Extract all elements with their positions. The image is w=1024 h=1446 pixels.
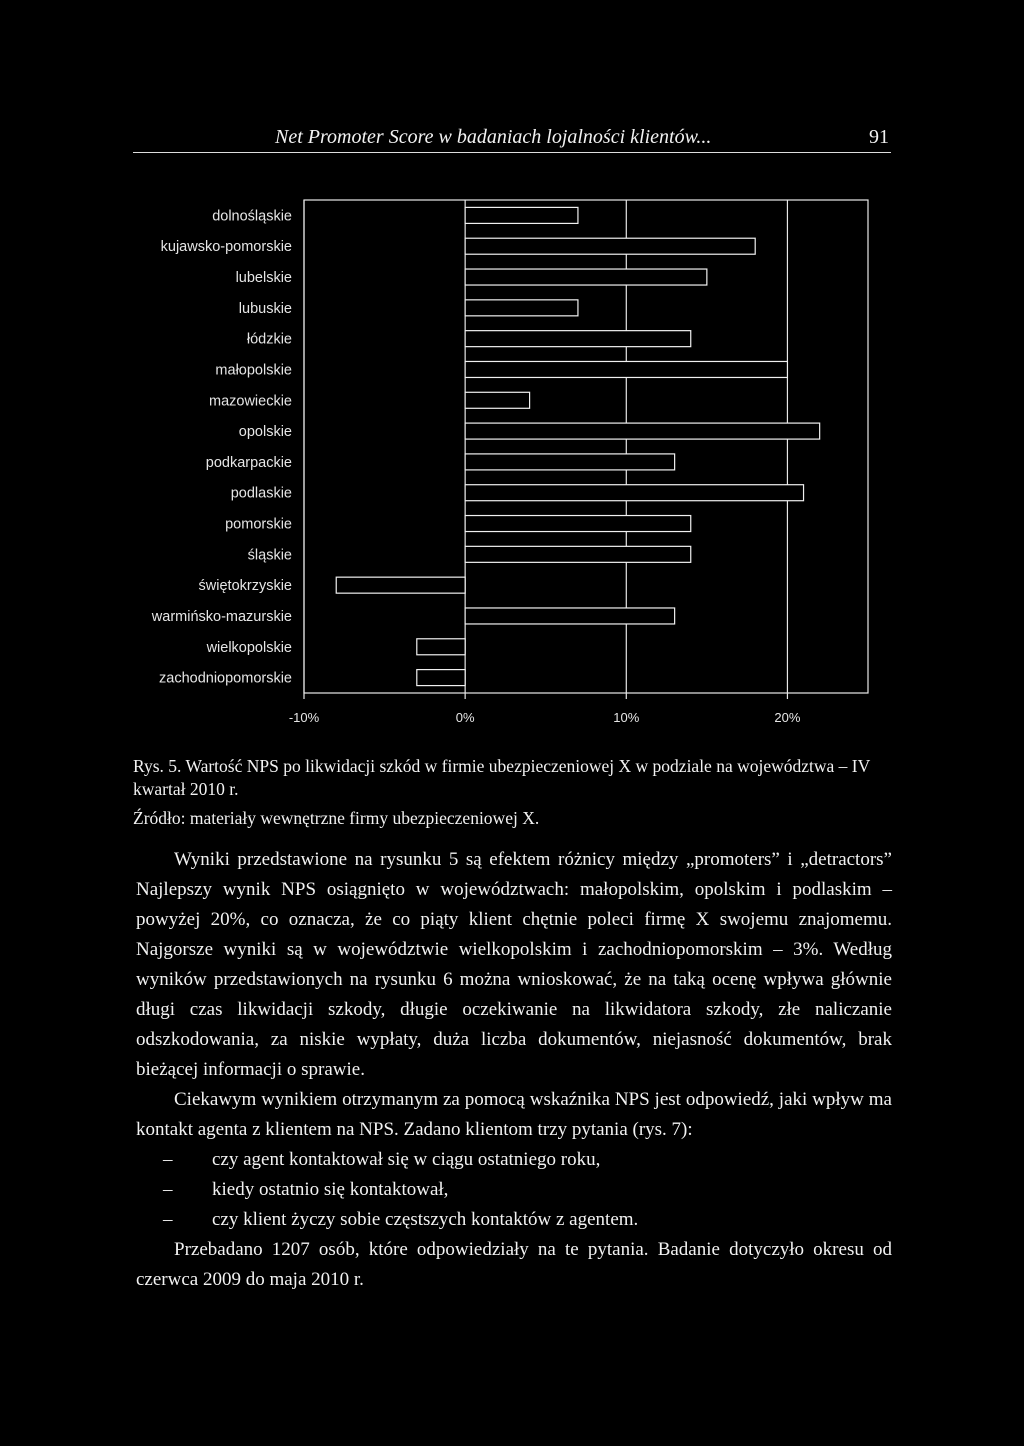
category-label: lubelskie [235, 270, 292, 287]
list-dash: – [163, 1149, 173, 1170]
category-label: kujawsko-pomorskie [160, 239, 292, 256]
body-text [136, 845, 892, 1295]
category-label: podkarpackie [205, 454, 292, 471]
paragraph: Ciekawym wynikiem otrzymanym za pomocą wskaźnika NPS jest odpowiedź, jaki wpływ ma kontakt agenta z klientem na NPS. Zadano klientom trzy pytania (rys. 7): [136, 1089, 892, 1140]
bar [465, 238, 755, 254]
bar [465, 331, 691, 347]
question-list [136, 1145, 892, 1235]
category-label: pomorskie [225, 516, 292, 533]
list-dash: – [163, 1179, 173, 1200]
bar [417, 639, 465, 655]
bar [465, 269, 707, 285]
bar [417, 670, 465, 686]
category-label: zachodniopomorskie [159, 670, 292, 687]
list-item [136, 1145, 892, 1175]
category-label: dolnośląskie [212, 208, 292, 225]
x-tick-label: 0% [455, 710, 475, 725]
page-number: 91 [869, 126, 889, 148]
category-label: mazowieckie [209, 393, 292, 410]
bar [465, 516, 691, 532]
bar [336, 577, 465, 593]
list-dash: – [163, 1209, 173, 1230]
header-title: Net Promoter Score w badaniach lojalności klientów... [275, 126, 712, 148]
figure-source: Źródło: materiały wewnętrzne firmy ubezpieczeniowej X. [133, 808, 540, 828]
bar [465, 207, 578, 223]
bar [465, 485, 803, 501]
figure-caption: Rys. 5. Wartość NPS po likwidacji szkód w firmie ubezpieczeniowej X w podziale na województwa – IV kwartał 2010 r. [133, 756, 870, 799]
list-item [136, 1205, 892, 1235]
category-label: śląskie [247, 547, 292, 564]
bar [465, 608, 674, 624]
bar [465, 454, 674, 470]
bar [465, 546, 691, 562]
x-tick-label: 20% [774, 710, 801, 725]
category-label: lubuskie [238, 300, 292, 317]
x-tick-label: -10% [288, 710, 320, 725]
category-label: podlaskie [230, 485, 292, 502]
category-label: opolskie [238, 424, 292, 441]
list-item-text: czy agent kontaktował się w ciągu ostatniego roku, [212, 1149, 601, 1170]
category-label: świętokrzyskie [198, 578, 292, 595]
category-label: łódzkie [246, 331, 292, 348]
paragraph: Wyniki przedstawione na rysunku 5 są efektem różnicy między „promoters” i „detractors” Najlepszy wynik NPS osiągnięto w województwach: małopolskim, opolskim i podlaskim – powyżej 20%, co oznacza, że co piąty klient chętnie poleci firmę X swojemu znajomemu. Najgorsze wyniki są w województwie wielkopolskim i zachodniopomorskim – 3%. Według wyników przedstawionych na rysunku 6 można wnioskować, że na taką ocenę wpływa głównie długi czas likwidacji szkody, długie oczekiwanie na likwidatora szkody, złe naliczanie odszkodowania, za niskie wypłaty, duża liczba dokumentów, niejasność dokumentów, brak bieżącej informacji o sprawie. [136, 849, 892, 1080]
bar [465, 423, 820, 439]
category-label: wielkopolskie [206, 639, 292, 656]
list-item [136, 1175, 892, 1205]
category-label: warmińsko-mazurskie [151, 608, 292, 625]
bar [465, 361, 787, 377]
list-item-text: kiedy ostatnio się kontaktował, [212, 1179, 449, 1200]
list-item-text: czy klient życzy sobie częstszych kontaktów z agentem. [212, 1209, 639, 1230]
paragraph: Przebadano 1207 osób, które odpowiedziały na te pytania. Badanie dotyczyło okresu od czerwca 2009 do maja 2010 r. [136, 1239, 892, 1290]
category-label: małopolskie [215, 362, 292, 379]
x-tick-label: 10% [613, 710, 640, 725]
bar [465, 300, 578, 316]
bar [465, 392, 529, 408]
